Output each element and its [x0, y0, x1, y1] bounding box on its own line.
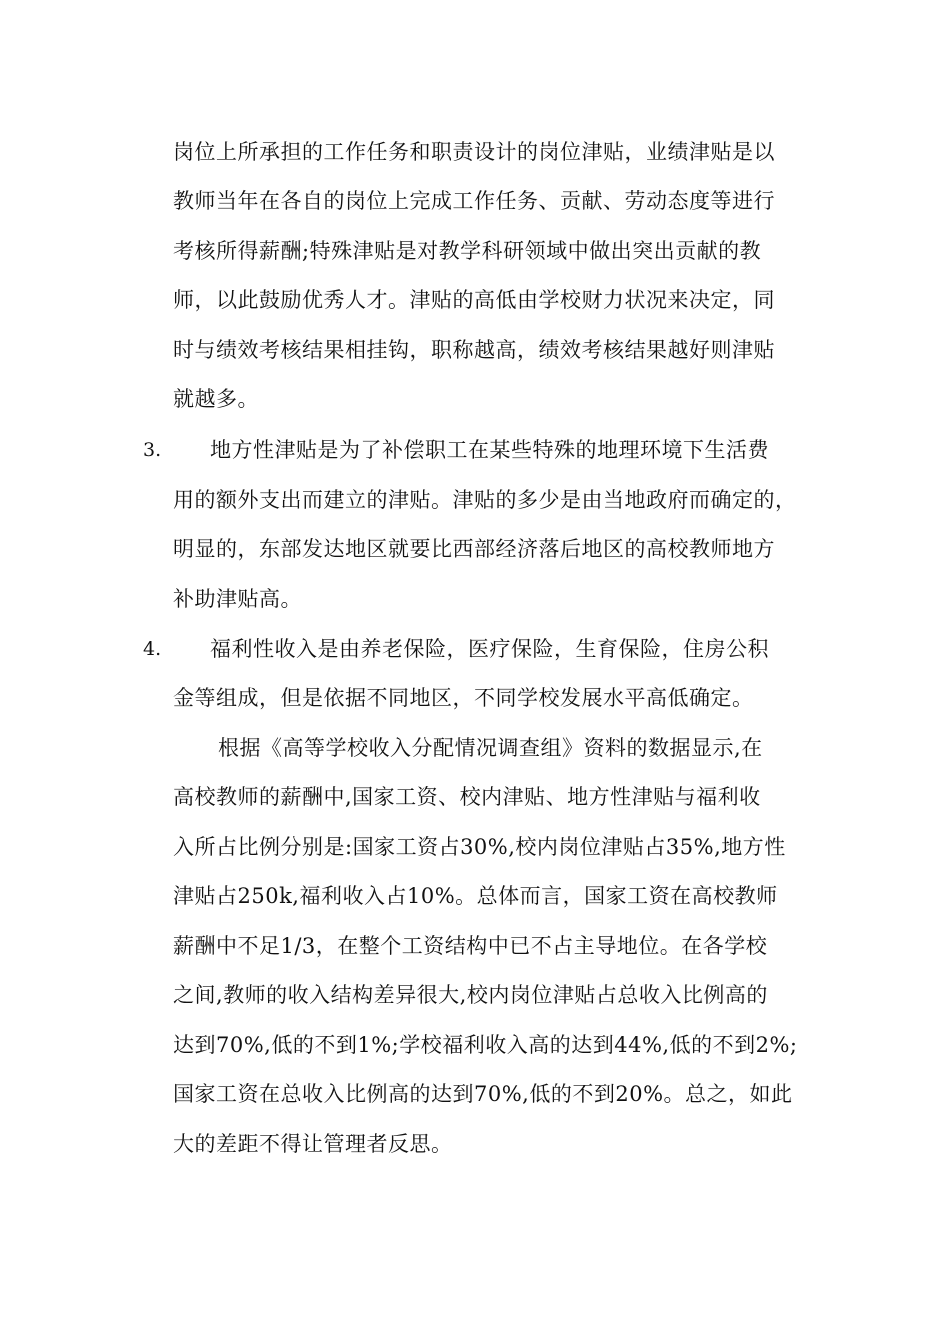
paragraph-line: 根据《高等学校收入分配情况调查组》资料的数据显示,在 — [218, 736, 763, 760]
paragraph-line: 入所占比例分别是:国家工资占30%,校内岗位津贴占35%,地方性 — [173, 835, 786, 859]
paragraph-line: 达到70%,低的不到1%;学校福利收入高的达到44%,低的不到2%; — [173, 1033, 798, 1057]
list-item-line: 用的额外支出而建立的津贴。津贴的多少是由当地政府而确定的， — [173, 488, 797, 512]
paragraph-line: 教师当年在各自的岗位上完成工作任务、贡献、劳动态度等进行 — [173, 189, 775, 213]
paragraph-line: 之间,教师的收入结构差异很大,校内岗位津贴占总收入比例高的 — [173, 983, 768, 1007]
paragraph-line: 时与绩效考核结果相挂钩，职称越高，绩效考核结果越好则津贴 — [173, 338, 775, 362]
paragraph-line: 薪酬中不足1/3，在整个工资结构中已不占主导地位。在各学校 — [173, 934, 768, 958]
paragraph-line: 高校教师的薪酬中,国家工资、校内津贴、地方性津贴与福利收 — [173, 785, 761, 809]
list-item-line: 金等组成，但是依据不同地区，不同学校发展水平高低确定。 — [173, 686, 754, 710]
paragraph-line: 津贴占250k,福利收入占10%。总体而言，国家工资在高校教师 — [173, 884, 778, 908]
paragraph-line: 岗位上所承担的工作任务和职责设计的岗位津贴，业绩津贴是以 — [173, 140, 775, 164]
paragraph-line: 国家工资在总收入比例高的达到70%,低的不到20%。总之，如此 — [173, 1082, 793, 1106]
list-item-line: 地方性津贴是为了补偿职工在某些特殊的地理环境下生活费 — [210, 438, 769, 462]
list-item-line: 补助津贴高。 — [173, 587, 302, 611]
list-item-line: 明显的，东部发达地区就要比西部经济落后地区的高校教师地方 — [173, 537, 775, 561]
list-item-number: 3. — [143, 439, 162, 461]
paragraph-line: 就越多。 — [173, 387, 259, 411]
paragraph-line: 大的差距不得让管理者反思。 — [173, 1132, 453, 1156]
list-item-number: 4. — [143, 638, 162, 660]
paragraph-line: 考核所得薪酬;特殊津贴是对教学科研领域中做出突出贡献的教 — [173, 239, 762, 263]
paragraph-line: 师，以此鼓励优秀人才。津贴的高低由学校财力状况来决定，同 — [173, 288, 775, 312]
list-item-line: 福利性收入是由养老保险，医疗保险，生育保险，住房公积 — [210, 637, 769, 661]
